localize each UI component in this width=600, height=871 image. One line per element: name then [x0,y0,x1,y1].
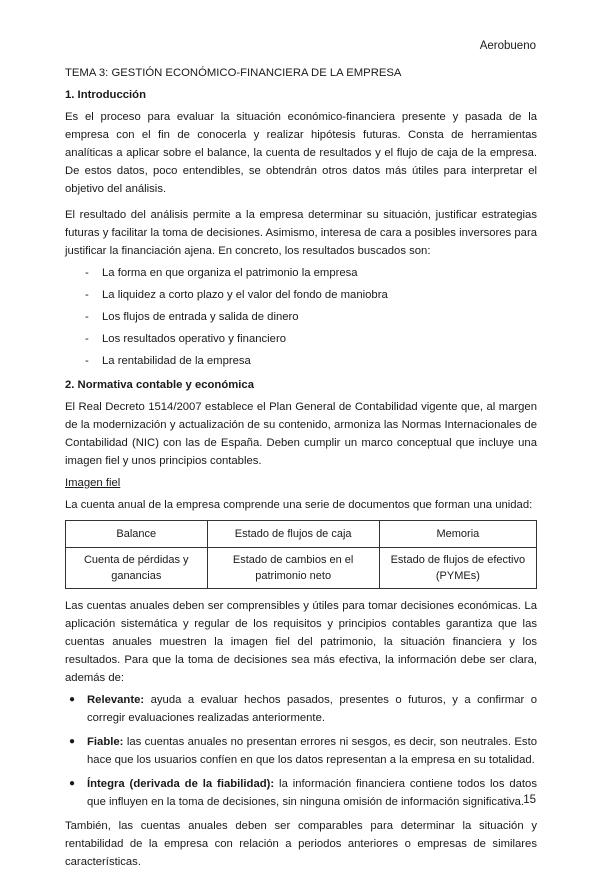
table-cell: Memoria [379,521,536,548]
dash-marker: - [85,289,89,301]
quality-term: Relevante: [87,694,145,706]
paragraph: Las cuentas anuales deben ser comprensibles y útiles para tomar decisiones económicas. La aplicación sistemática y regular de los requisitos y principios contables garantiza que las cuentas anuales muestren la imagen fiel del patrimonio, la situación financiera y los resultados. Para que la toma de decisiones sea más efectiva, la información debe ser clara, además de: [65,600,537,684]
list-item-text: La liquidez a corto plazo y el valor del fondo de maniobra [102,289,388,301]
quality-term: Fiable: [87,736,124,748]
list-item [65,691,537,727]
list-item [65,262,537,284]
list-item-text: Los resultados operativo y financiero [102,333,286,345]
table-cell: Estado de flujos de caja [207,521,379,548]
section-heading-normativa: 2. Normativa contable y económica [65,379,254,391]
quality-text: ayuda a evaluar hechos pasados, presentes o futuros, y a confirmar o corregir evaluaciones realizadas anteriormente. [87,694,537,724]
bullet-marker: ● [69,778,76,789]
dash-marker: - [85,333,89,345]
list-item [65,775,537,811]
table-cell: Estado de flujos de efectivo (PYMEs) [379,548,536,589]
bullet-marker: ● [69,736,76,747]
paragraph: Es el proceso para evaluar la situación económico-financiera presente y pasada de la empresa con el fin de conocerla y realizar hipótesis futuras. Consta de herramientas analíticas a aplicar sobre el balance, la cuenta de resultados y el flujo de caja de la empresa. De estos datos, poco entendibles, se obtendrán otros datos más útiles para interpretar el objetivo del análisis. [65,111,537,195]
subheading-imagen-fiel: Imagen fiel [65,477,121,489]
list-item-text: La forma en que organiza el patrimonio la empresa [102,267,358,279]
table-cell: Estado de cambios en el patrimonio neto [207,548,379,589]
dash-marker: - [85,311,89,323]
list-item-text: La rentabilidad de la empresa [102,355,251,367]
qualities-list [65,691,537,811]
table-row [66,521,537,548]
bullet-marker: ● [69,694,76,705]
quality-text: la información financiera contiene todos los datos que influyen en la toma de decisiones, sin ninguna omisión de información significativa. [87,778,537,808]
list-item [65,350,537,372]
document-title: TEMA 3: GESTIÓN ECONÓMICO-FINANCIERA DE LA EMPRESA [65,67,402,79]
page-content [65,64,537,871]
paragraph: El resultado del análisis permite a la empresa determinar su situación, justificar estrategias futuras y facilitar la toma de decisiones. Asimismo, interesa de cara a posibles inversores para justificar la financiación ajena. En concreto, los resultados buscados son: [65,209,537,257]
list-item [65,328,537,350]
paragraph: También, las cuentas anuales deben ser comparables para determinar la situación y rentabilidad de la empresa con relación a periodos anteriores o empresas de similares características. [65,820,537,868]
section-heading-intro: 1. Introducción [65,89,146,101]
list-item [65,284,537,306]
dash-marker: - [85,355,89,367]
page-number: 15 [523,794,536,806]
header-brand: Aerobueno [479,40,536,52]
annual-accounts-table [65,520,537,589]
table-cell: Cuenta de pérdidas y ganancias [66,548,208,589]
dash-marker: - [85,267,89,279]
quality-term: Íntegra (derivada de la fiabilidad): [87,778,275,790]
list-item-text: Los flujos de entrada y salida de dinero [102,311,299,323]
list-item [65,306,537,328]
table-row [66,548,537,589]
paragraph: El Real Decreto 1514/2007 establece el Plan General de Contabilidad vigente que, al margen de la modernización y actualización de su contenido, armoniza las Normas Internacionales de Contabilidad (NIC) con las de España. Deben cumplir un marco conceptual que incluye una imagen fiel y unos principios contables. [65,401,537,467]
list-item [65,733,537,769]
results-list [65,262,537,372]
quality-text: las cuentas anuales no presentan errores ni sesgos, es decir, son neutrales. Esto hace que los usuarios confíen en que los datos representan a la empresa en su totalidad. [87,736,537,766]
table-cell: Balance [66,521,208,548]
paragraph: La cuenta anual de la empresa comprende una serie de documentos que forman una unidad: [65,499,533,511]
